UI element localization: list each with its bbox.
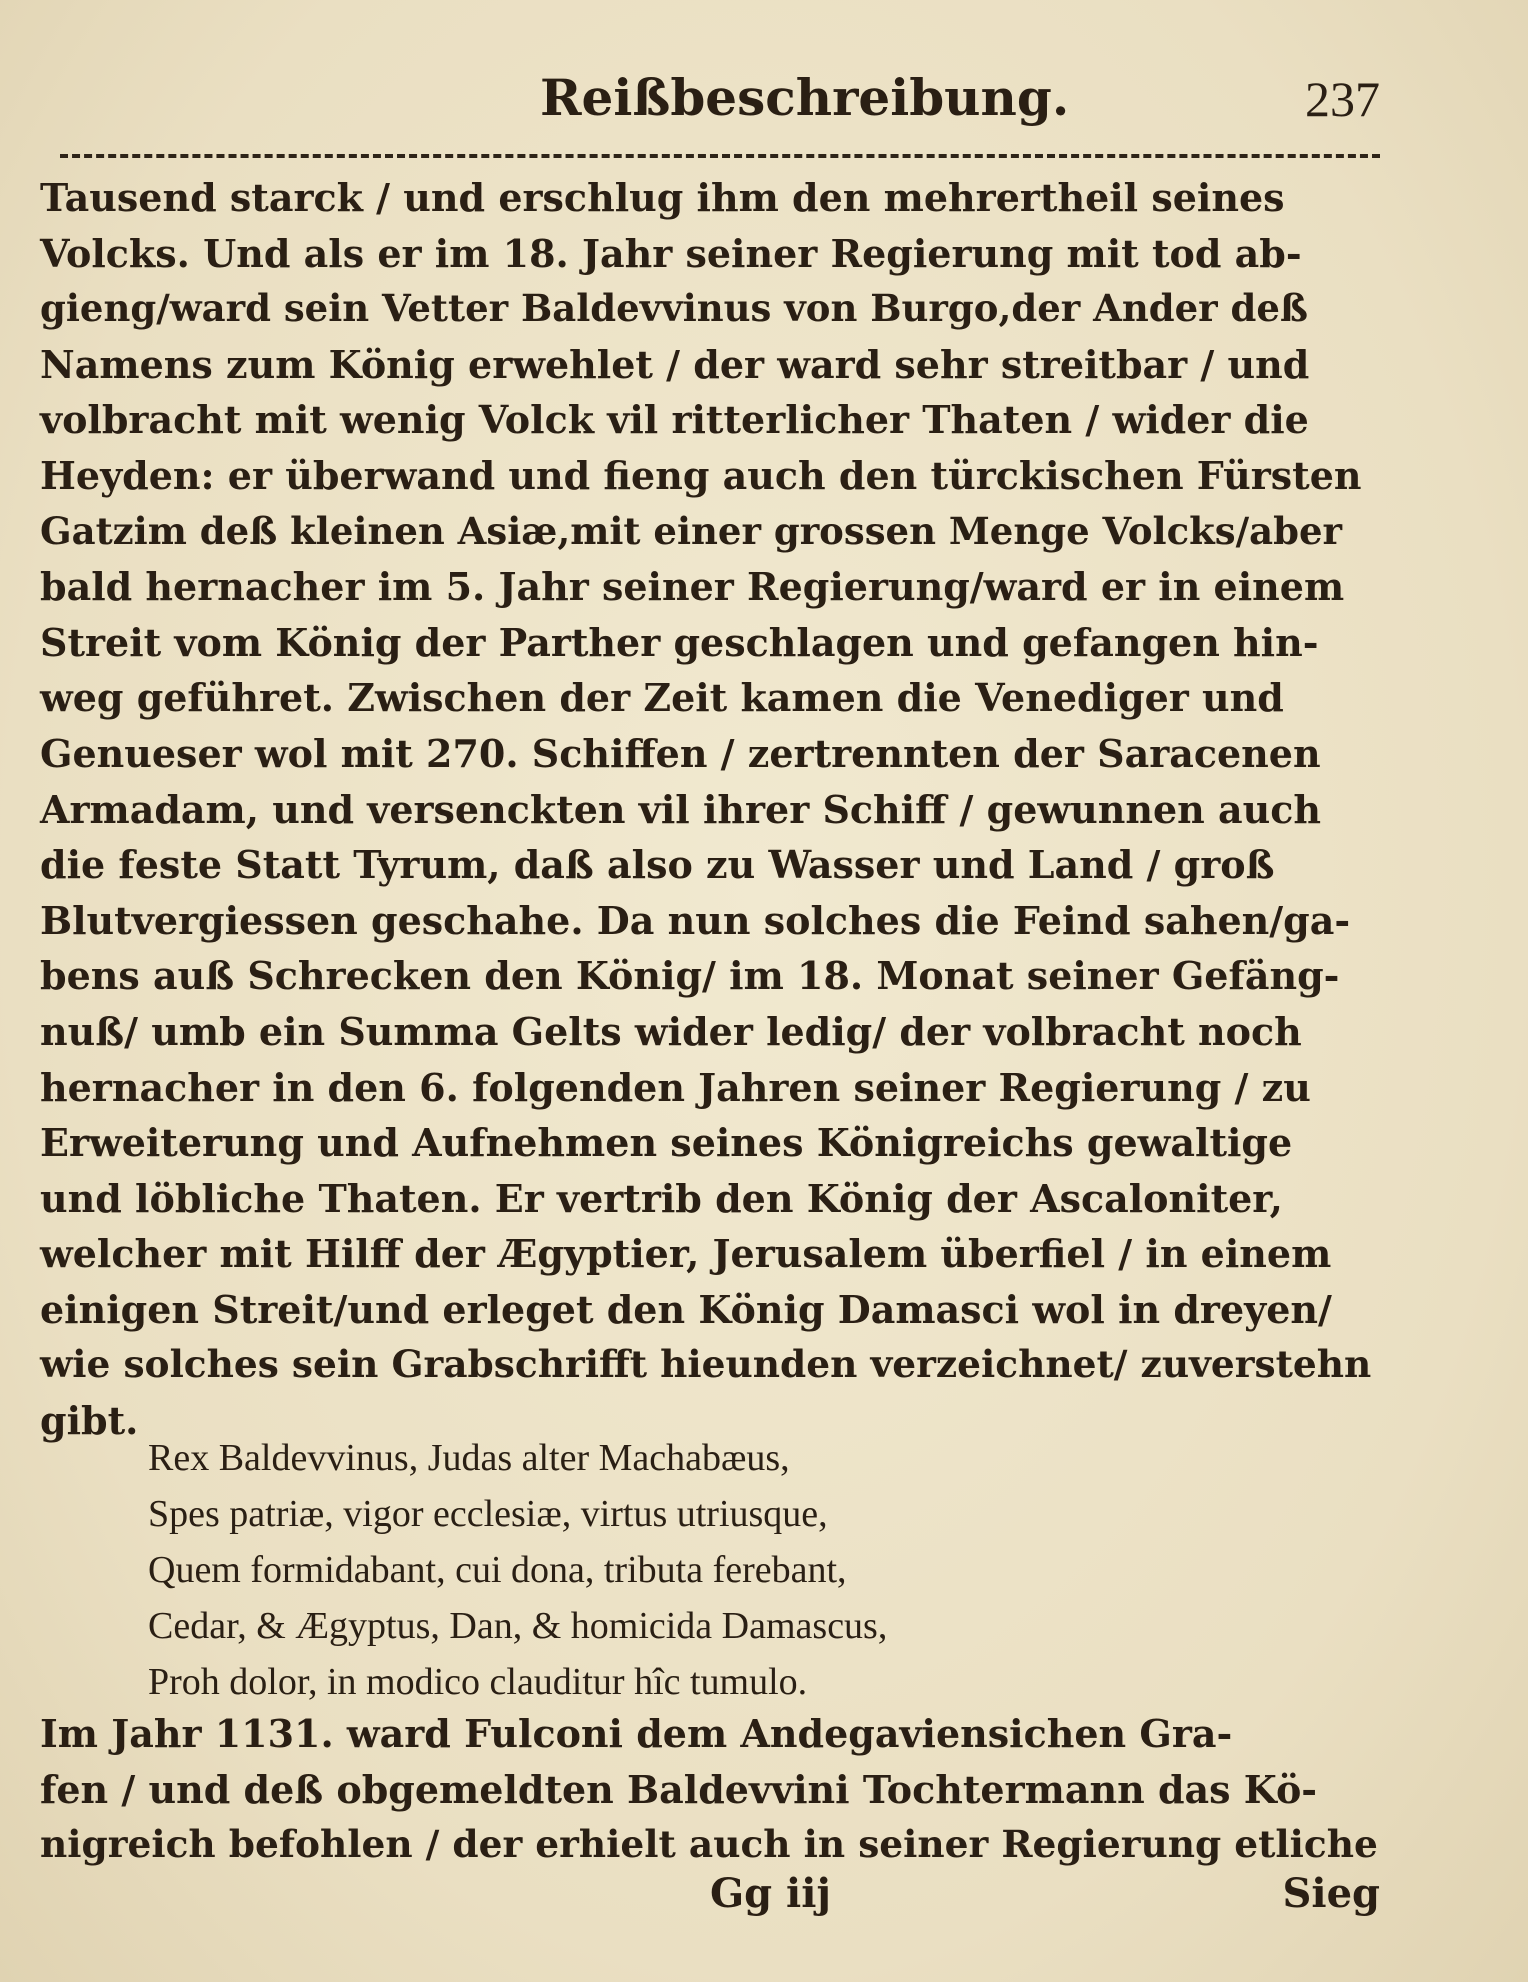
text-line: Tausend starck / und erschlug ihm den mehrertheil seines [40, 175, 1285, 220]
text-line: Volcks. Und als er im 18. Jahr seiner Regierung mit tod ab- [40, 230, 1302, 276]
verse-line: Proh dolor, in modico clauditur hîc tumulo. [148, 1661, 808, 1703]
text-line: volbracht mit wenig Volck vil ritterlicher Thaten / wider die [40, 397, 1309, 443]
text-line: Erweiterung und Aufnehmen seines Königreichs gewaltige [40, 1120, 1293, 1166]
text-line: bald hernacher im 5. Jahr seiner Regierung/ward er in einem [40, 564, 1345, 610]
text-line: Im Jahr 1131. ward Fulconi dem Andegaviensichen Gra- [40, 1711, 1233, 1756]
verse-line: Spes patriæ, vigor ecclesiæ, virtus utriusque, [148, 1493, 828, 1535]
text-line: fen / und deß obgemeldten Baldevvini Tochtermann das Kö- [40, 1766, 1318, 1812]
text-line: Gatzim deß kleinen Asiæ,mit einer grossen Menge Volcks/aber [40, 508, 1342, 553]
text-line: gieng/ward sein Vetter Baldevvinus von Burgo,der Ander deß [40, 286, 1309, 331]
header-rule [60, 154, 1380, 158]
text-line: Armadam, und versenckten vil ihrer Schiff / gewunnen auch [40, 786, 1322, 832]
text-line: die feste Statt Tyrum, daß also zu Wasser und Land / groß [40, 842, 1275, 888]
closing-paragraph [40, 1706, 1380, 1873]
text-line: Namens zum König erwehlet / der ward sehr streitbar / und [40, 341, 1310, 387]
text-line: Blutvergiessen geschahe. Da nun solches die Feind sahen/ga- [40, 897, 1351, 943]
page-header [40, 62, 1380, 142]
verse-line: Rex Baldevvinus, Judas alter Machabæus, [148, 1437, 790, 1479]
text-line: hernacher in den 6. folgenden Jahren seiner Regierung / zu [40, 1064, 1311, 1110]
page-number: 237 [1305, 71, 1380, 127]
text-line: weg geführet. Zwischen der Zeit kamen die Venediger und [40, 675, 1284, 721]
text-line: welcher mit Hilff der Ægyptier, Jerusalem überfiel / in einem [40, 1231, 1332, 1277]
signature-mark: Gg iij [710, 1870, 831, 1917]
text-line: und löbliche Thaten. Er vertrib den König der Ascaloniter, [40, 1175, 1283, 1221]
main-text-block [40, 170, 1380, 1449]
text-line: Genueser wol mit 270. Schiffen / zertrennten der Saracenen [40, 730, 1321, 776]
text-line: gibt. [40, 1398, 139, 1444]
running-title: Reißbeschreibung. [540, 68, 1070, 127]
verse-line: Cedar, & Ægyptus, Dan, & homicida Damascus, [148, 1605, 888, 1647]
text-line: einigen Streit/und erleget den König Damasci wol in dreyen/ [40, 1286, 1332, 1332]
epitaph-verse [148, 1430, 1248, 1710]
catchword: Sieg [1282, 1870, 1380, 1917]
text-line: bens auß Schrecken den König/ im 18. Monat seiner Gefäng- [40, 953, 1340, 999]
text-line: nuß/ umb ein Summa Gelts wider ledig/ der volbracht noch [40, 1008, 1302, 1054]
page-footer [40, 1870, 1380, 1930]
text-line: Streit vom König der Parther geschlagen und gefangen hin- [40, 619, 1319, 665]
text-line: nigreich befohlen / der erhielt auch in seiner Regierung etliche [40, 1822, 1378, 1867]
verse-line: Quem formidabant, cui dona, tributa ferebant, [148, 1549, 847, 1591]
text-line: Heyden: er überwand und fieng auch den türckischen Fürsten [40, 452, 1362, 498]
text-line: wie solches sein Grabschrifft hieunden verzeichnet/ zuverstehn [40, 1342, 1372, 1387]
